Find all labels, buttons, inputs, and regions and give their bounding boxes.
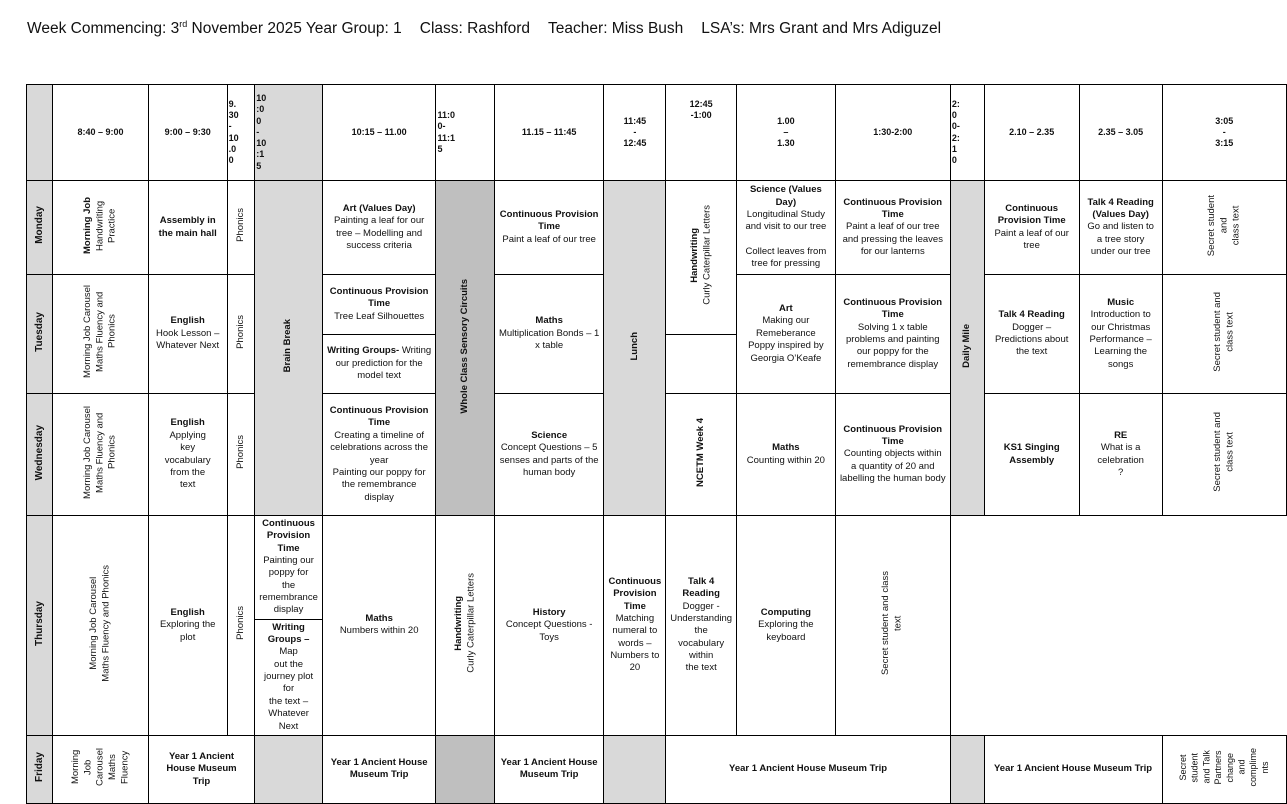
- week-commencing: Week Commencing: 3rd November 2025 Year Group: 1: [27, 19, 402, 38]
- day-label-thursday: Thursday: [27, 516, 53, 736]
- wednesday-re: RE What is a celebration ?: [1079, 394, 1162, 516]
- timetable: [26, 84, 1287, 804]
- thursday-history: History Concept Questions - Toys: [494, 516, 604, 736]
- tuesday-maths: Maths Multiplication Bonds – 1 x table: [494, 275, 604, 394]
- wednesday-secret: Secret student and class text: [1162, 394, 1286, 516]
- header-line: [27, 19, 959, 38]
- time-1100: 11:0 0- 11:1 5: [436, 85, 494, 181]
- time-0930: 9. 30 - 10 .0 0: [227, 85, 255, 181]
- monday-art: Art (Values Day) Painting a leaf for our tree – Modelling and success criteria: [322, 181, 436, 275]
- wednesday-ks1-singing: KS1 Singing Assembly: [984, 394, 1079, 516]
- time-1015: 10:15 – 11.00: [322, 85, 436, 181]
- time-0840: 8:40 – 9:00: [53, 85, 148, 181]
- friday-secret: Secret student and Talk Partners change and complime nts: [1162, 735, 1286, 803]
- thursday-phonics: Phonics: [227, 516, 255, 736]
- corner-cell: [27, 85, 53, 181]
- friday-trip-midmorning: Year 1 Ancient House Museum Trip: [322, 735, 436, 803]
- friday-brain-break-cell: [255, 735, 323, 803]
- time-1410: 2.10 – 2.35: [984, 85, 1079, 181]
- time-1300: 1.00 – 1.30: [737, 85, 836, 181]
- monday-cp2: Continuous Provision Time Paint a leaf of our tree and pressing the leaves for our lanterns: [835, 181, 950, 275]
- monday-secret: Secret student and class text: [1162, 181, 1286, 275]
- day-label-friday: Friday: [27, 735, 53, 803]
- time-1400: 2: 0 0- 2: 1 0: [950, 85, 984, 181]
- day-label-wednesday: Wednesday: [27, 394, 53, 516]
- daily-mile: Daily Mile: [950, 181, 984, 516]
- monday-science: Science (Values Day) Longitudinal Study and visit to our tree Collect leaves from tree for pressing: [737, 181, 836, 275]
- friday-lunch-cell: [604, 735, 666, 803]
- friday-trip-afternoon: Year 1 Ancient House Museum Trip: [666, 735, 951, 803]
- wednesday-english: English Applying key vocabulary from the text: [148, 394, 227, 516]
- time-1330: 1:30-2:00: [835, 85, 950, 181]
- thursday-cp: Continuous Provision Time Painting our poppy for the remembrance display: [255, 516, 323, 620]
- friday-trip-morning: Year 1 Ancient House Museum Trip: [148, 735, 255, 803]
- friday-trip-late-afternoon: Year 1 Ancient House Museum Trip: [984, 735, 1162, 803]
- tuesday-english: English Hook Lesson – Whatever Next: [148, 275, 227, 394]
- tuesday-phonics: Phonics: [227, 275, 255, 394]
- handwriting-mon-tue: Handwriting Curly Caterpillar Letters: [666, 181, 737, 335]
- monday-phonics: Phonics: [227, 181, 255, 275]
- lunch: Lunch: [604, 181, 666, 516]
- tuesday-cp2: Continuous Provision Time Solving 1 x table problems and painting our poppy for the remembrance display: [835, 275, 950, 394]
- time-1145: 11:45 - 12:45: [604, 85, 666, 181]
- tuesday-secret: Secret student and class text: [1162, 275, 1286, 394]
- friday-daily-mile-cell: [950, 735, 984, 803]
- thursday-english: English Exploring the plot: [148, 516, 227, 736]
- friday-sensory-cell: [436, 735, 494, 803]
- time-1505: 3:05 - 3:15: [1162, 85, 1286, 181]
- teacher-label: Teacher: Miss Bush: [548, 20, 684, 38]
- thursday-morning-job: Morning Job Carousel Maths Fluency and Phonics: [53, 516, 148, 736]
- wednesday-cp2: Continuous Provision Time Counting objects within a quantity of 20 and labelling the human body: [835, 394, 950, 516]
- tuesday-writing-groups: Writing Groups- Writing our prediction for the model text: [322, 335, 436, 394]
- wednesday-cp: Continuous Provision Time Creating a timeline of celebrations across the year Painting our poppy for the remembrance display: [322, 394, 436, 516]
- time-1115: 11.15 – 11:45: [494, 85, 604, 181]
- wednesday-science: Science Concept Questions – 5 senses and parts of the human body: [494, 394, 604, 516]
- thursday-cp2: Continuous Provision Time Matching numeral to words – Numbers to 20: [604, 516, 666, 736]
- time-0900: 9:00 – 9:30: [148, 85, 227, 181]
- friday-row: [27, 735, 1287, 803]
- wednesday-maths: Maths Counting within 20: [737, 394, 836, 516]
- monday-row: [27, 181, 1287, 275]
- time-1000: 10 :0 0 - 10 :1 5: [255, 85, 323, 181]
- thursday-talk4reading: Talk 4 Reading Dogger - Understanding the vocabulary within the text: [666, 516, 737, 736]
- monday-morning-job: Morning Job Handwriting Practice: [53, 181, 148, 275]
- time-1245: 12:45 -1:00: [666, 85, 737, 181]
- tuesday-music: Music Introduction to our Christmas Performance – Learning the songs: [1079, 275, 1162, 394]
- wednesday-phonics: Phonics: [227, 394, 255, 516]
- tuesday-morning-job: Morning Job Carousel Maths Fluency and Phonics: [53, 275, 148, 394]
- friday-morning-job: Morning Job Carousel Maths Fluency: [53, 735, 148, 803]
- thursday-secret: Secret student and class text: [835, 516, 950, 736]
- friday-trip-late-morning: Year 1 Ancient House Museum Trip: [494, 735, 604, 803]
- time-header-row: [27, 85, 1287, 181]
- day-label-monday: Monday: [27, 181, 53, 275]
- sensory-circuits: Whole Class Sensory Circuits: [436, 181, 494, 516]
- ncetm-week: NCETM Week 4: [666, 394, 737, 516]
- brain-break: Brain Break: [255, 181, 323, 516]
- class-label: Class: Rashford: [419, 20, 531, 38]
- tuesday-cp: Continuous Provision Time Tree Leaf Silhouettes: [322, 275, 436, 335]
- thursday-row: [27, 516, 1287, 620]
- thursday-writing-groups: Writing Groups – Map out the journey plot for the text – Whatever Next: [255, 619, 323, 735]
- lsa-label: LSA’s: Mrs Grant and Mrs Adiguzel: [701, 20, 942, 38]
- wednesday-morning-job: Morning Job Carousel Maths Fluency and Phonics: [53, 394, 148, 516]
- tuesday-talk4reading: Talk 4 Reading Dogger – Predictions about the text: [984, 275, 1079, 394]
- monday-assembly: Assembly in the main hall: [148, 181, 227, 275]
- monday-cp1: Continuous Provision Time Paint a leaf of our tree: [494, 181, 604, 275]
- day-label-tuesday: Tuesday: [27, 275, 53, 394]
- monday-cp3: Continuous Provision Time Paint a leaf of our tree: [984, 181, 1079, 275]
- tuesday-art: Art Making our Remeberance Poppy inspired by Georgia O’Keafe: [737, 275, 836, 394]
- handwriting-thursday: Handwriting Curly Caterpillar Letters: [436, 516, 494, 736]
- time-1435: 2.35 – 3.05: [1079, 85, 1162, 181]
- thursday-computing: Computing Exploring the keyboard: [737, 516, 836, 736]
- monday-talk4reading: Talk 4 Reading (Values Day) Go and listen to a tree story under our tree: [1079, 181, 1162, 275]
- thursday-maths: Maths Numbers within 20: [322, 516, 436, 736]
